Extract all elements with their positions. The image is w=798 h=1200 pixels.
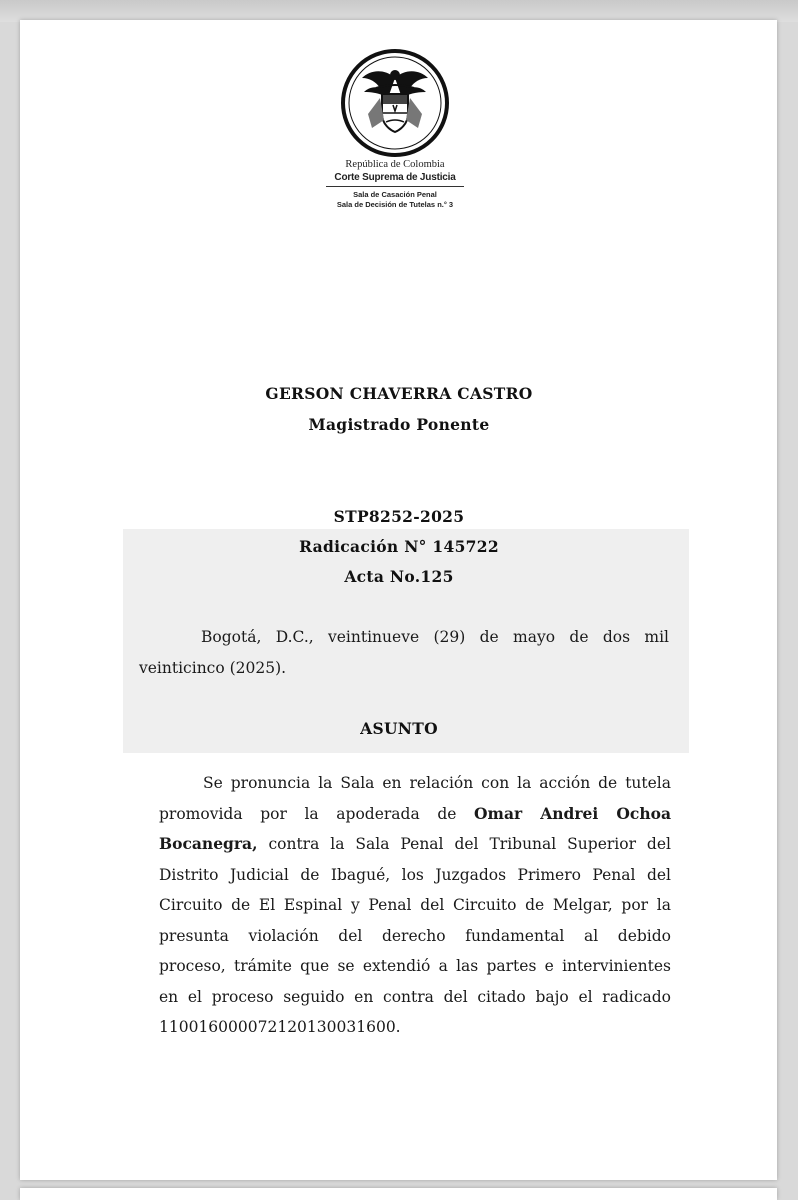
asunto-line-2: promovida por la apoderada de Omar Andrei Ochoa (159, 803, 671, 823)
section-title: ASUNTO (360, 719, 438, 738)
magistrate-name: GERSON CHAVERRA CASTRO (265, 384, 533, 403)
sala-casacion: Sala de Casación Penal (353, 190, 437, 199)
case-number: STP8252-2025 (333, 507, 465, 526)
asunto-line-3: Bocanegra, contra la Sala Penal del Tribunal Superior del (159, 834, 671, 853)
party-name-bold-2: Bocanegra, (159, 834, 258, 853)
asunto-line-4: Distrito Judicial de Ibagué, los Juzgados Primero Penal del (159, 865, 671, 884)
date-line-1: Bogotá, D.C., veintinueve (29) de mayo de dos mil (201, 628, 669, 646)
party-name-bold-1: Omar Andrei Ochoa (474, 803, 671, 823)
asunto-line-6: presunta violación del derecho fundamental al debido (159, 926, 671, 945)
republic-label: República de Colombia (345, 159, 445, 170)
court-header (320, 158, 470, 210)
asunto-line-1: Se pronuncia la Sala en relación con la acción de tutela (203, 774, 671, 792)
asunto-paragraph (159, 768, 671, 1043)
asunto-line-5: Circuito de El Espinal y Penal del Circuito de Melgar, por la (159, 896, 671, 914)
asunto-line-9: 110016000072120130031600. (159, 1018, 401, 1036)
viewer-top-bar (0, 0, 798, 22)
magistrate-role: Magistrado Ponente (308, 415, 490, 434)
radicacion: Radicación N° 145722 (299, 537, 499, 556)
header-rule (326, 186, 464, 187)
coat-of-arms-seal-icon (340, 48, 450, 158)
acta-number: Acta No.125 (344, 567, 454, 586)
date-paragraph (139, 622, 669, 683)
date-line-2: veinticinco (2025). (139, 658, 287, 677)
asunto-line-7: proceso, trámite que se extendió a las partes e intervinientes (159, 957, 671, 975)
court-name: Corte Suprema de Justicia (334, 172, 456, 183)
asunto-line-8: en el proceso seguido en contra del citado bajo el radicado (159, 987, 671, 1006)
next-page-edge (20, 1188, 777, 1200)
sala-decision: Sala de Decisión de Tutelas n.° 3 (336, 200, 454, 209)
